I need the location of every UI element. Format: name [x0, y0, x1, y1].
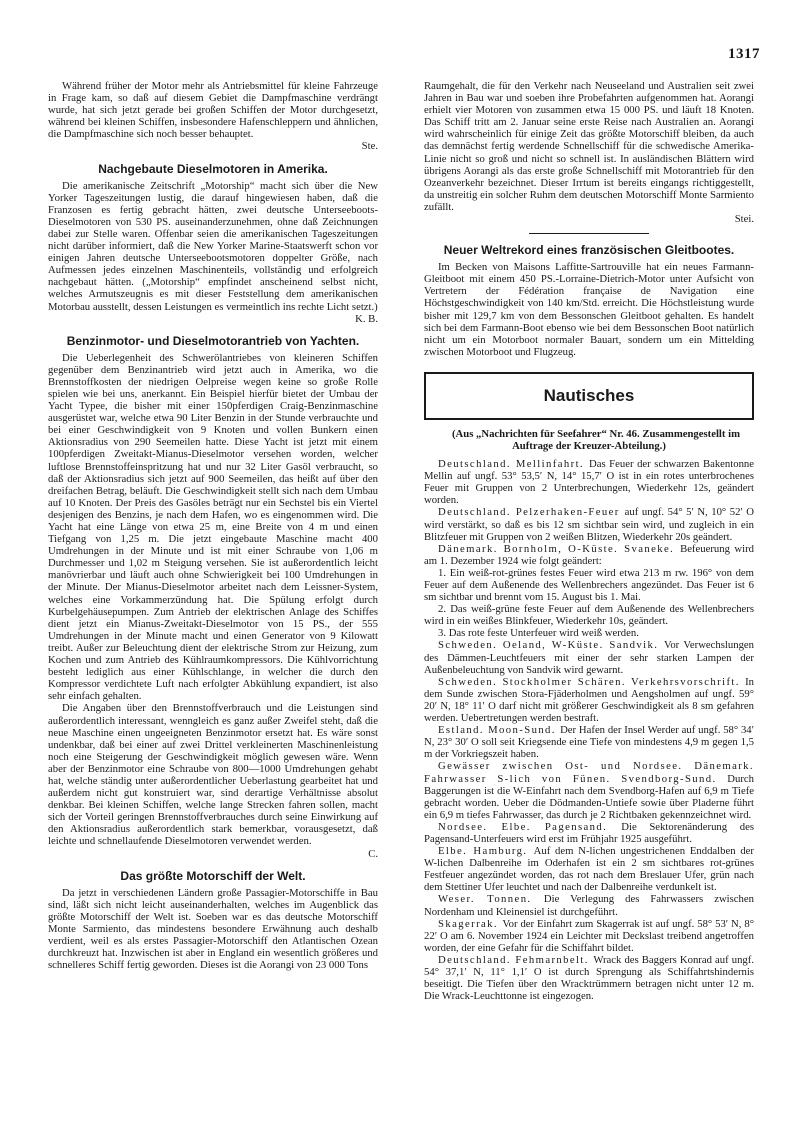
right-column	[424, 80, 754, 1002]
notice-entry	[424, 627, 754, 639]
notice-list	[424, 458, 754, 1002]
notice-entry	[424, 918, 754, 954]
notice-text: Das Feuer der schwarzen Bakentonne Mellin auf ungf. 53° 53,5′ N, 14° 15,7′ O ist in ein rotes unterbrochenes Feuer mit Gruppen von 2 Unterbrechungen, Wiederkehr 12s, geändert worden.	[424, 458, 755, 507]
notice-entry	[424, 543, 754, 567]
notice-entry	[424, 893, 754, 917]
article-signature-yachten: C.	[368, 847, 378, 860]
notice-place: Deutschland. Fehmarnbelt.	[438, 953, 594, 966]
notice-entry	[424, 821, 754, 845]
notice-entry	[424, 506, 754, 542]
article-title-gleitboot: Neuer Weltrekord eines französischen Gleitbootes.	[443, 243, 735, 258]
section-title: Nautisches	[543, 385, 635, 405]
notice-entry	[424, 603, 754, 627]
article-text-gleitboot: Im Becken von Maisons Laffitte-Sartrouville hat ein neues Farmann-Gleitboot mit einem 450 PS.-Lorraine-Dietrich-Motor unter Aufsicht von Vertretern der Fédération française de Navigation eine Höchstgeschwindigkeit von 140 km/Std. erreicht. Die Höchstleistung wurde bisher mit 129,7 km von dem Bessonschen Gleitboot gehalten. Es handelt sich bei dem Farmann-Boot ebenso wie bei dem Bessonschen Boot natürlich nicht um ein Motorboot normaler Bauart, sondern um ein Mittelding zwischen Motorboot und Flugzeug.	[424, 261, 754, 358]
notice-text: Durch Baggerungen ist die W-Einfahrt nach dem Svendborg-Hafen auf 6,9 m Tiefe gebracht worden. Ueber die Dödmanden-Untiefe sowie über Pladerne führt ein 6,9 m tiefes Fahrwasser, das durch je 2 Richtbaken gekennzeichnet wird.	[424, 772, 754, 821]
notice-text: Der Hafen der Insel Werder auf ungf. 58° 34′ N, 23° 30′ O soll seit Kriegsende eine Tiefe von mindestens 4,9 m gegen 1,5 m der Vorkriegszeit haben.	[424, 724, 754, 761]
notice-text: Vor der Einfahrt zum Skagerrak ist auf ungf. 58° 53′ N, 8° 22′ O am 6. November 1924 ein Leichter mit Deckslast treibend angetroffen worden, der eine Gefahr für die Schiffahrt bildet.	[424, 917, 754, 954]
notice-text: Auf dem N-lichen ungestrichenen Enddalben der W-lichen Dalbenreihe im Oderhafen ist ein 2 sm sichtbares rot-grünes Festfeuer angezündet worden, das rot nach dem Breslauer Ufer, grün nach dem Stettiner Ufer leuchtet und nach der Dalbenreihe verdunkelt ist.	[424, 845, 754, 894]
left-column	[48, 80, 378, 971]
notice-place: Gewässer zwischen Ost- und Nordsee. Dänemark. Fahrwasser S-lich von Fünen. Svendborg-Sund.	[424, 760, 754, 785]
section-source: (Aus „Nachrichten für Seefahrer“ Nr. 46. Zusammengestellt im Auftrage der Kreuzer-Abteilung.)	[451, 427, 741, 452]
notice-place: Skagerrak.	[438, 917, 503, 930]
intro-paragraph: Während früher der Motor mehr als Antriebsmittel für kleine Fahrzeuge in Frage kam, so daß auf diesem Gebiet die Dampfmaschine verdrängt wurde, hat sich jetzt gerade bei großen Schiffen der Motor durchgesetzt, während bei kleinen Schiffen, insbesondere Hafenschleppern und ähnlichen, die Dampfmaschine sich noch besser behauptet.	[48, 80, 378, 141]
notice-text: Die Sektorenänderung des Pagensand-Unterfeuers wird erst im Frühjahr 1925 ausgeführt.	[424, 820, 754, 845]
notice-entry	[424, 676, 754, 724]
notice-place: Deutschland. Pelzerhaken-Feuer	[438, 506, 625, 519]
article-title-motorschiff: Das größte Motorschiff der Welt.	[120, 868, 306, 883]
article-text-yachten-1: Die Ueberlegenheit des Schwerölantriebes von kleineren Schiffen gegenüber dem Benzinantrieb wird jetzt auch in Amerika, wo die Brennstoffkosten der niedrigen Oelpreise wegen keine so große Rolle spielen wie bei uns, anerkannt. Ein Beispiel hierfür bietet der Umbau der Yacht Typee, die bisher mit einer 150pferdigen Craig-Benzinmaschine ausgerüstet war, welche etwa 90 Liter Benzin in der Stunde verbrauchte und bei einer Geschwindigkeit von 9 Knoten und vollen Bunkern einen Aktionsradius von 290 Seemeilen hatte. Diese Yacht ist jetzt mit einem 100pferdigen Zweitakt-Mianus-Dieselmotor versehen worden, welcher luftlose Brennstoffeinspritzung hat und nur 32 Liter Gasöl verbraucht, so daß der Aktionsradius sich jetzt auf 900 Seemeilen, das heißt auf über den dreifachen Betrag, beläuft. Die Geschwindigkeit stellt sich nach dem Umbau auf 10 Knoten. Der Preis des Gasöles beträgt nur ein Sechstel bis ein Viertel desjenigen des Benzins, je nach dem Hafen, wo es eingenommen wird. Die Yacht hat eine Länge von etwa 25 m, eine Breite von 4 m und einen Tiefgang von 1,25 m. Die jetzt eingebaute Maschine macht 400 Umdrehungen in der Minute und ist mit einer Schraube von 1,06 m Durchmesser und 1,02 m Steigung versehen. Sie ist außerordentlich leicht manövrierbar und läuft auch ohne Schwierigkeit bei 100 Umdrehungen in der Minute. Der Mianus-Dieselmotor arbeitet nach dem Leissner-System, welches eine Vorkammerzündung hat. Die Spülung erfolgt durch Kurbelgehäusepumpen. Zum Antrieb der elektrischen Anlage des Schiffes dient jetzt ein Mianus-Zweitakt-Dieselmotor von 15 PS., der 555 Umdrehungen in der Minute macht und einen Generator von 9 Kilowatt treibt. Außer zur Beleuchtung dient der elektrische Strom zur Heizung, zum Kochen und zum Antrieb des Kühlraumkompressors. Die Kühlvorrichtung besteht lediglich aus einer Kühlschlange, in welcher die durch den Kompressor verdichtete Luft nach erfolgter Abkühlung expandiert, ist also sehr einfach gehalten.	[48, 351, 378, 703]
notice-entry	[424, 954, 754, 1002]
notice-text: Die Verlegung des Fahrwassers zwischen Nordenham und Kleinensiel ist durchgeführt.	[424, 893, 754, 918]
notice-text: auf ungf. 54° 5′ N, 10° 52′ O wird verstärkt, so daß es bis 12 sm sichtbar sein wird, und zugleich in ein Blitzfeuer mit Gruppen von 2 weißen Blitzen, Wiederkehr 20s geändert.	[424, 506, 755, 543]
article-title-dieselmotoren: Nachgebaute Dieselmotoren in Amerika.	[98, 161, 328, 176]
notice-entry	[424, 639, 754, 675]
notice-place: Weser. Tonnen.	[438, 893, 544, 906]
article-signature-dieselmotoren: K. B.	[355, 312, 378, 325]
divider-rule	[529, 233, 649, 234]
notice-entry	[424, 760, 754, 820]
notice-text: 1. Ein weiß-rot-grünes festes Feuer wird etwa 213 m rw. 196° von dem Feuer auf dem Außenende des Wellenbrechers angezündet. Das Feuer ist 6 sm sichtbar und brennt vom 15. August bis 1. Mai.	[424, 566, 754, 604]
article-text-motorschiff: Da jetzt in verschiedenen Ländern große Passagier-Motorschiffe in Bau sind, läßt sich nicht leicht auseinanderhalten, welches im Augenblick das größte Motorschiff der Welt ist. Soeben war es das deutsche Motorschiff Monte Sarmiento, das mindestens besondere Erwähnung auch deshalb verdient, weil es als erstes Passagier-Motorschiff den Atlantischen Ozean durchkreuzt hat. Inzwischen ist aber in England ein wesentlich größeres und schnelleres Schiff fertig geworden. Dieses ist die Aorangi von 23 000 Tons	[48, 886, 378, 972]
article-text-yachten-2: Die Angaben über den Brennstoffverbrauch und die Leistungen sind außerordentlich interessant, wenngleich es ganz außer Zweifel steht, daß die neue Maschine einen ungeeigneten Benzinmotor ersetzt hat. Es wäre sonst undenkbar, daß bei einer auf zwei Drittel verkleinerten Maschinenleistung noch eine Steigerung der Geschwindigkeit möglich gewesen wäre. Wenn aber der Benzinmotor eine Schraube von 800—1000 Umdrehungen gehabt hat, welche ständig unter außerordentlicher Ueberlastung gearbeitet hat und außerdem nicht gut konstruiert war, sind derartige Verhältnisse absolut denkbar. Bei kleinen Schiffen, welche lange Strecken fahren sollen, macht sich der Vorteil geringen Brennstoffverbrauches durch seine Einwirkung auf den Aktionsradius außerordentlich stark bemerkbar, vorausgesetzt, daß leichte und schnellaufende Dieselmotoren verwendet werden.	[48, 702, 378, 848]
article-text-motorschiff-cont: Raumgehalt, die für den Verkehr nach Neuseeland und Australien seit zwei Jahren in Bau war und soeben ihre Probefahrten aufgenommen hat. Aorangi erhielt vier Motoren von zusammen etwa 15 000 PS. und läuft 18 Knoten. Das Schiff tritt am 2. Januar seine erste Reise nach Australien an. Aorangi wird wahrscheinlich für einige Zeit das größte Motorschiff bleiben, da auch das demnächst fertig werdende Schnellschiff für die schwedische Amerika-Linie nicht so groß und nicht so schnell ist. In ausländischen Blättern wird übrigens Aorangi als das erste große Schnellschiff mit Motorantrieb für den Ozeanverkehr bezeichnet. Dieser Irrtum ist bereits eingangs richtiggestellt, da unstreitig ein solcher Ruhm dem deutschen Motorschiff Monte Sarmiento zufällt.	[424, 80, 754, 213]
notice-place: Estland. Moon-Sund.	[438, 724, 561, 737]
notice-text: Wrack des Baggers Konrad auf ungf. 54° 37,1′ N, 11° 1,1′ O ist durch Sprengung als Schiffahrtshindernis beseitigt. Die Tiefen über den Wracktrümmern betragen nicht unter 12 m. Die Wrack-Leuchttonne ist eingezogen.	[424, 953, 755, 1003]
intro-signature: Ste.	[361, 140, 378, 153]
notice-entry	[424, 845, 754, 893]
notice-place: Dänemark. Bornholm, O-Küste. Svaneke.	[438, 542, 681, 555]
notice-text: 2. Das weiß-grüne feste Feuer auf dem Außenende des Wellenbrechers wird in ein weißes Blinkfeuer, Wiederkehr 10s, geändert.	[424, 603, 754, 628]
section-title-box	[424, 372, 754, 420]
notice-text: In dem Sunde zwischen Stora-Fjäderholmen und Aengsholmen auf ungf. 59° 20′ N, 18° 11′ O darf nicht mit größerer Geschwindigkeit als 8 sm gefahren werden. Uebertretungen werden bestraft.	[424, 675, 754, 725]
article-signature-motorschiff: Stei.	[734, 213, 754, 226]
notice-entry	[424, 567, 754, 603]
notice-entry	[424, 458, 754, 506]
notice-entry	[424, 724, 754, 760]
notice-place: Schweden. Stockholmer Schären. Verkehrsvorschrift.	[438, 675, 746, 688]
notice-place: Nordsee. Elbe. Pagensand.	[438, 820, 622, 833]
notice-text: 3. Das rote feste Unterfeuer wird weiß werden.	[438, 627, 639, 640]
notice-text: Vor Verwechslungen des Dämmen-Leuchtfeuers mit einer der sehr starken Lampen der Außenbeleuchtung von Sandvik wird gewarnt.	[424, 639, 755, 676]
notice-place: Schweden. Oeland, W-Küste. Sandvik.	[438, 639, 664, 652]
page-number: 1317	[728, 46, 760, 62]
article-title-yachten: Benzinmotor- und Dieselmotorantrieb von Yachten.	[66, 333, 360, 348]
notice-text: Befeuerung wird am 1. Dezember 1924 wie folgt geändert:	[424, 542, 754, 567]
notice-place: Deutschland. Mellinfahrt.	[438, 458, 589, 471]
notice-place: Elbe. Hamburg.	[438, 845, 534, 858]
article-text-dieselmotoren: Die amerikanische Zeitschrift „Motorship“ macht sich über die New Yorker Tageszeitungen lustig, die darauf hingewiesen haben, daß die Franzosen es fertig gebracht hätten, zwei deutsche Unterseeboots-Dieselmotoren von 530 PS. auseinanderzunehmen, ohne daß Zeichnungen dabei zur Stelle waren. Offenbar seien die amerikanischen Tageszeitungen nicht darüber informiert, daß die New Yorker Marine-Staatswerft schon vor einigen Jahren deutsche Unterseebootsmotoren doppelter Größe, nach Aufmessen jedes einzelnen Maschinenteils, vollständig und erfolgreich nachgebaut hätten. („Motorship“ empfindet anscheinend selbst nicht, welches Armutszeugnis es mit dieser Feststellung dem amerikanischen Motorbau ausstellt, dessen Leistungen es vermeintlich ins rechte Licht setzt.)	[48, 179, 378, 313]
